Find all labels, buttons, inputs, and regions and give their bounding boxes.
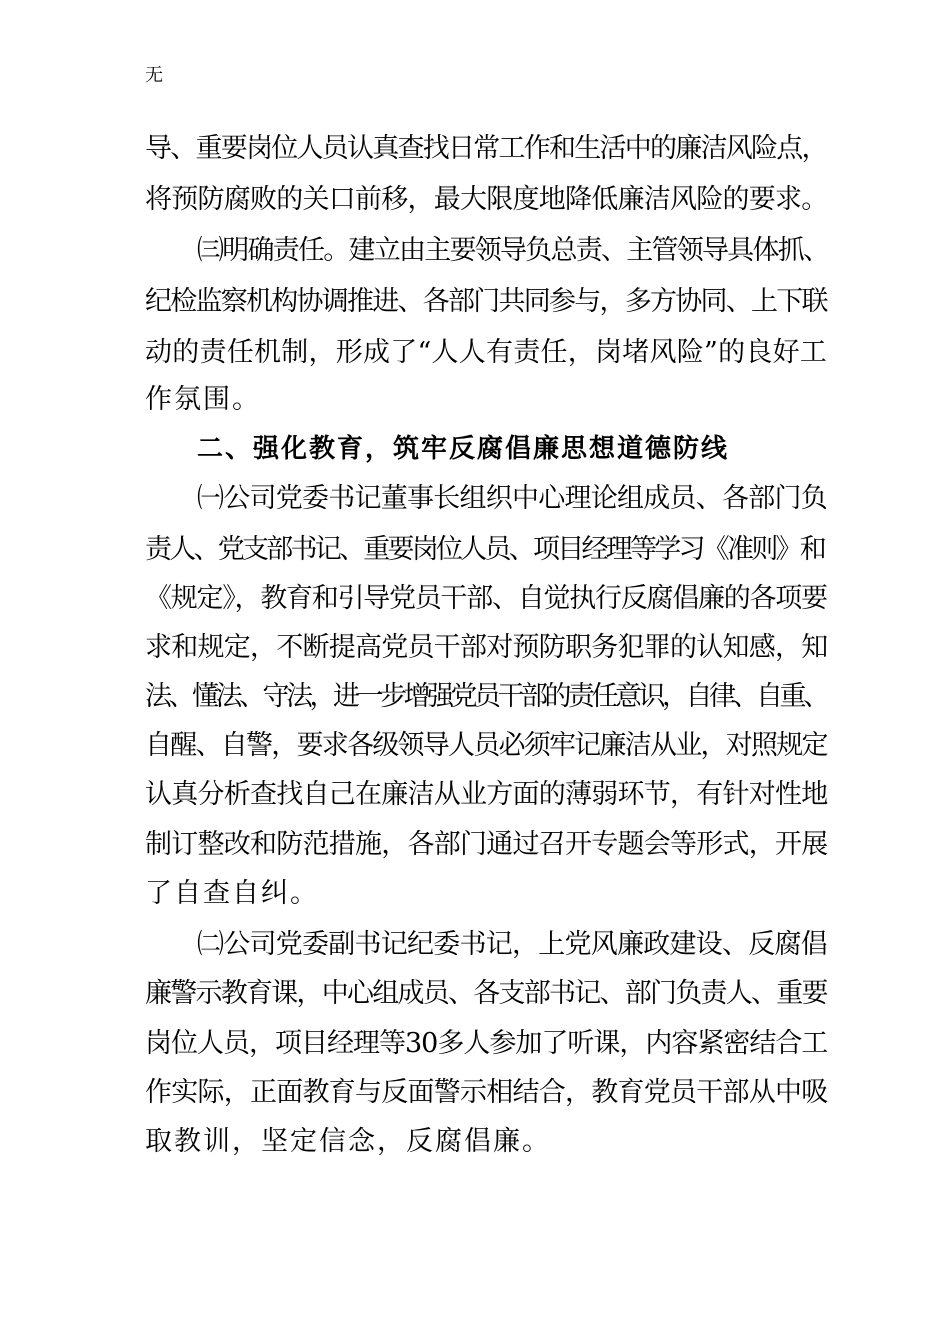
text-line-8: ㈠公司党委书记董事长组织中心理论组成员、各部门负 xyxy=(197,483,827,514)
text-line-18: 廉警示教育课，中心组成员、各支部书记、部门负责人、重要 xyxy=(145,978,827,1009)
text-line-10: 《规定》，教育和引导党员干部、自觉执行反腐倡廉的各项要 xyxy=(145,583,827,614)
text-line-5: 动的责任机制，形成了“人人有责任，岗堵风险”的良好工 xyxy=(145,337,828,368)
text-line-19: 岗位人员，项目经理等30多人参加了听课，内容紧密结合工 xyxy=(145,1028,828,1059)
section-heading: 二、强化教育，筑牢反腐倡廉思想道德防线 xyxy=(197,434,730,464)
text-line-13: 自醒、自警，要求各级领导人员必须牢记廉洁从业，对照规定 xyxy=(145,730,827,761)
text-line-15: 制订整改和防范措施，各部门通过召开专题会等形式，开展 xyxy=(145,829,828,860)
text-line-11: 求和规定，不断提高党员干部对预防职务犯罪的认知感，知 xyxy=(145,632,828,663)
page-header-label: 无 xyxy=(145,65,163,86)
text-line-14: 认真分析查找自己在廉洁从业方面的薄弱环节，有针对性地 xyxy=(145,779,828,810)
text-line-2: 将预防腐败的关口前移，最大限度地降低廉洁风险的要求。 xyxy=(145,184,828,215)
text-line-20: 作实际，正面教育与反面警示相结合，教育党员干部从中吸 xyxy=(145,1077,828,1108)
text-line-9: 责人、党支部书记、重要岗位人员、项目经理等学习《准则》和 xyxy=(145,534,824,565)
text-line-3: ㈢明确责任。建立由主要领导负总责、主管领导具体抓、 xyxy=(197,235,829,266)
text-line-6: 作氛围。 xyxy=(145,384,261,415)
text-line-17: ㈡公司党委副书记纪委书记，上党风廉政建设、反腐倡 xyxy=(197,929,827,960)
text-line-21: 取教训，坚定信念，反腐倡廉。 xyxy=(145,1126,551,1157)
text-line-4: 纪检监察机构协调推进、各部门共同参与，多方协同、上下联 xyxy=(145,286,827,317)
text-line-1: 导、重要岗位人员认真查找日常工作和生活中的廉洁风险点， xyxy=(145,133,827,164)
text-line-12: 法、懂法、守法，进一步增强党员干部的责任意识，自律、自重、 xyxy=(145,681,827,712)
text-line-16: 了自查自纠。 xyxy=(145,878,319,909)
